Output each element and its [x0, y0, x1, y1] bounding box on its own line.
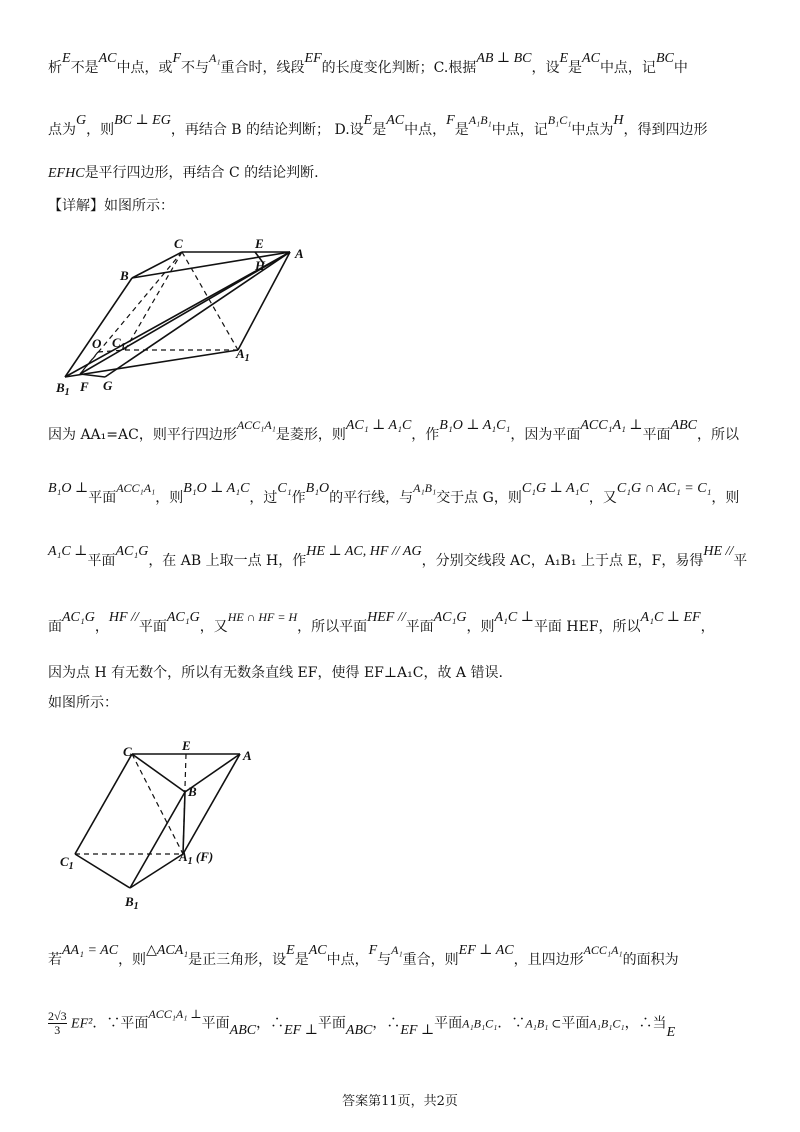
- fig2-label-b1: $B_1$: [125, 894, 139, 912]
- text-line-9: 因为点 H 有无数个，所以有无数条直线 EF，使得 EF⊥A₁C，故 A 错误.: [48, 665, 503, 681]
- fig2-label-e: E: [182, 738, 191, 753]
- figure-parallelepiped-2: [55, 736, 265, 912]
- text-line-8: 面AC₁G，HF //平面AC₁G，又HE ∩ HF = H，所以平面HEF //平面AC₁G，则A₁C ⊥平面 HEF，所以A₁C ⊥ EF，: [48, 610, 715, 635]
- text-line-10: 如图所示：: [48, 695, 118, 711]
- label-a: A: [295, 246, 304, 261]
- fig2-label-c: C: [123, 744, 132, 759]
- fig2-label-c1: $C_1$: [60, 854, 74, 872]
- label-b: B: [120, 268, 129, 283]
- label-e: E: [255, 236, 264, 251]
- text-line-11: 若AA₁ = AC，则△ACA₁是正三角形，设E是AC中点，F与A₁重合，则EF ⊥ AC，且四边形ACC₁A₁的面积为: [48, 943, 679, 968]
- text-line-2: 点为G，则BC ⊥ EG，再结合 B 的结论判断； D.设E是AC中点，F是A₁B₁中点，记B₁C₁中点为H，得到四边形: [48, 113, 708, 138]
- page-footer: 答案第11页，共2页: [342, 1094, 458, 1109]
- figure-parallelepiped-1: [50, 236, 320, 396]
- text-line-6: B₁O ⊥平面ACC₁A₁，则B₁O ⊥ A₁C，过C₁作B₁O的平行线，与A₁B₁交于点 G，则C₁G ⊥ A₁C，又C₁G ∩ AC₁ = C₁，则: [48, 481, 740, 506]
- fig2-label-b: B: [188, 784, 197, 799]
- label-c: C: [174, 236, 183, 251]
- detail-heading: 【详解】如图所示：: [48, 198, 174, 214]
- fig2-label-a: A: [243, 748, 252, 763]
- text-line-5: 因为 AA₁=AC，则平行四边形ACC₁A₁是菱形，则AC₁ ⊥ A₁C，作B₁O ⊥ A₁C₁，因为平面ACC₁A₁ ⊥平面ABC，所以: [48, 418, 740, 443]
- label-a1: $A_1$: [236, 346, 250, 364]
- text-line-7: A₁C ⊥平面AC₁G，在 AB 上取一点 H，作HE ⊥ AC, HF // AG，分别交线段 AC，A₁B₁ 上于点 E，F，易得HE //平: [48, 544, 748, 569]
- label-c1: $C_1$: [112, 335, 126, 353]
- label-b1: $B_1$: [56, 380, 70, 396]
- label-f: F: [80, 379, 89, 394]
- label-o: O: [92, 336, 102, 351]
- label-h: H: [255, 258, 266, 273]
- fig2-label-a1f: $A_1$ (F): [179, 849, 214, 867]
- text-line-12: $\frac{2√3}{3}$ EF²．∵平面ACC₁A₁ ⊥平面ABC，∴EF ⊥平面ABC，∴EF ⊥平面A₁B₁C₁．∵A₁B₁ ⊂平面A₁B₁C₁，∴当E: [48, 1006, 676, 1040]
- text-line-1: 析E不是AC中点，或F不与A₁重合时，线段EF的长度变化判断；C.根据AB ⊥ BC，设E是AC中点，记BC中: [48, 51, 688, 76]
- label-g: G: [103, 378, 113, 393]
- fraction: $\frac{2√3}{3}$: [48, 1009, 67, 1037]
- text-line-3: EFHC是平行四边形，再结合 C 的结论判断.: [48, 165, 319, 181]
